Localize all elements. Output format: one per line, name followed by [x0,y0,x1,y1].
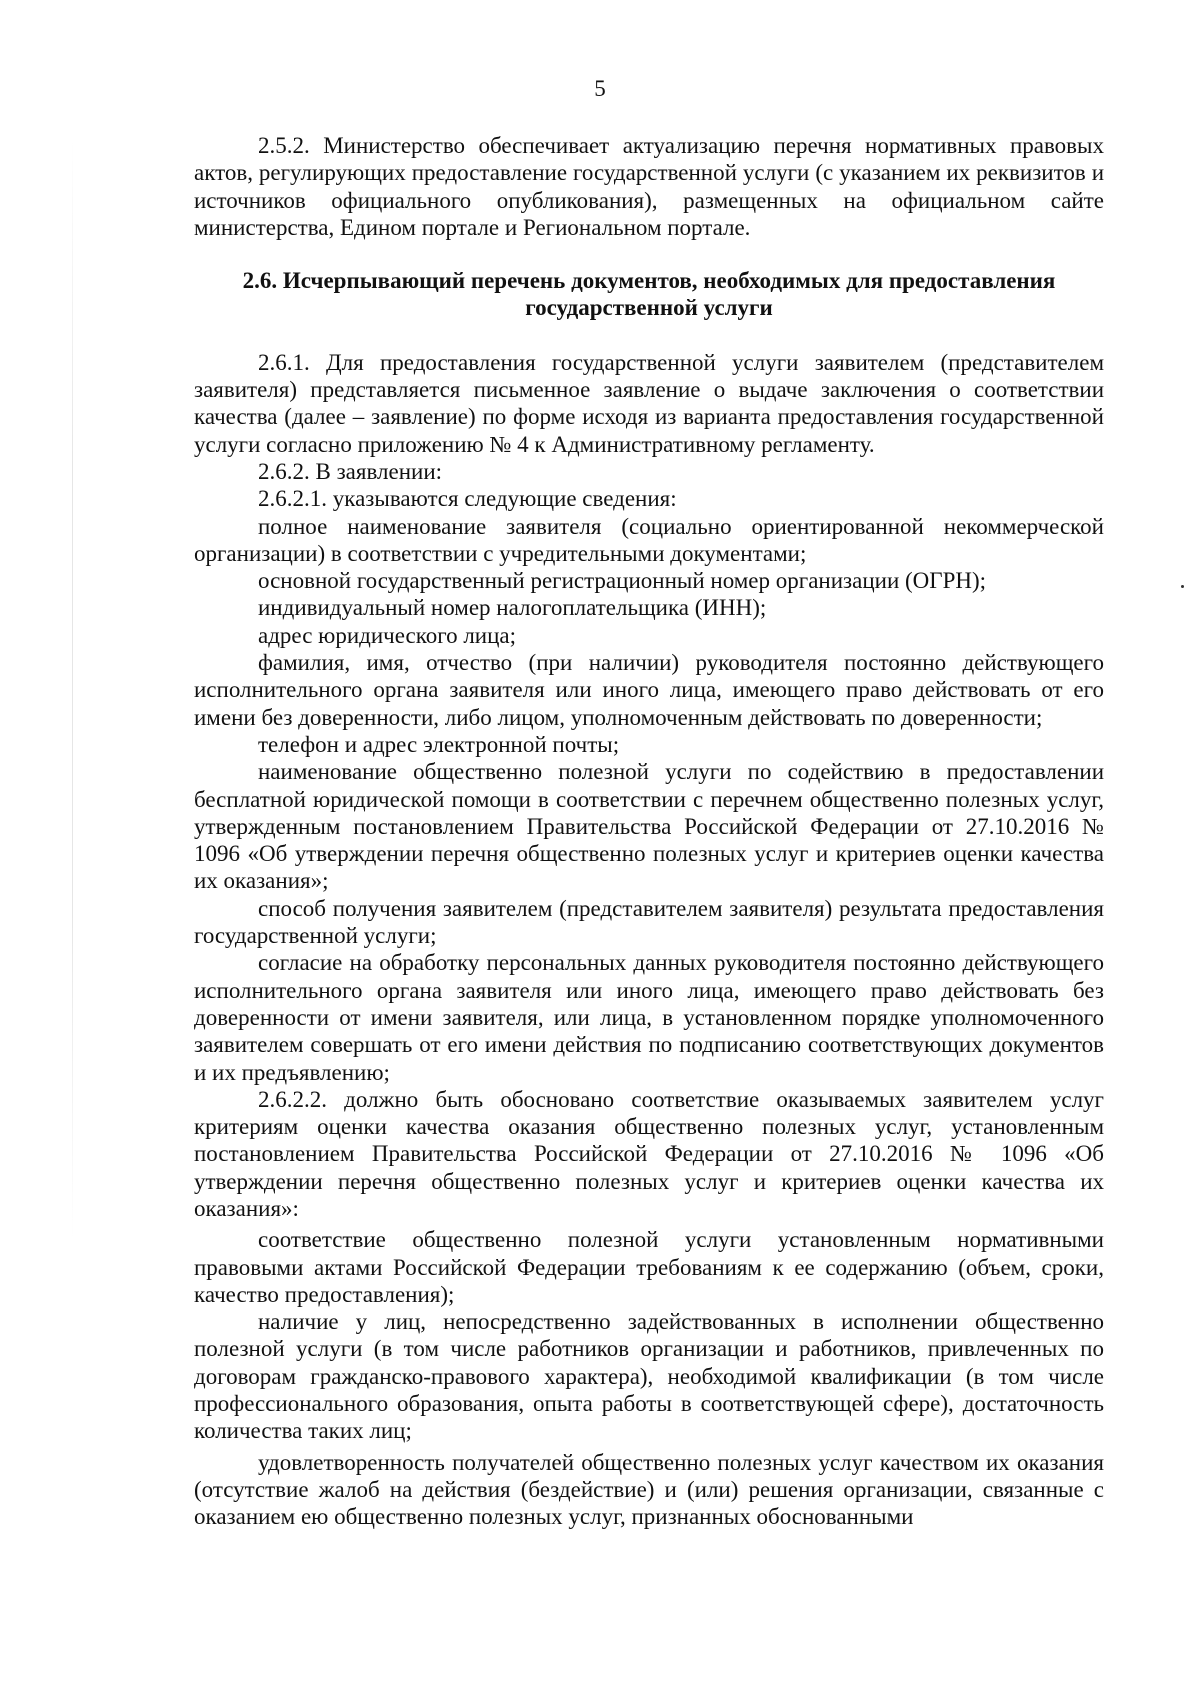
section-heading-line-1: 2.6. Исчерпывающий перечень документов, необходимых для предоставления [242,268,1056,294]
criterion-satisfaction: удовлетворенность получателей общественно полезных услуг качеством их оказания (отсутствие жалоб на действия (бездействие) и (или) решения организации, связанные с оказанием ею общественно полезных услуг, признанных обоснованными [194,1449,1104,1530]
scan-speck [1181,585,1184,588]
paragraph-2-5-2: 2.5.2. Министерство обеспечивает актуализацию перечня нормативных правовых актов, регулирующих предоставление государственной услуги (с указанием их реквизитов и источников официального опубликования), размещенных на официальном сайте министерства, Едином портале и Региональном портале. [194,133,1104,240]
list-item-ogrn: основной государственный регистрационный номер организации (ОГРН); [258,568,987,594]
scan-edge-shadow [72,140,73,1240]
paragraph-2-6-1: 2.6.1. Для предоставления государственной услуги заявителем (представителем заявителя) представляется письменное заявление о выдаче заключения о соответствии качества (далее – заявление) по форме исходя из варианта предоставления государственной услуги согласно приложению № 4 к Административному регламенту. [194,349,1104,457]
section-heading-line-2: государственной услуги [525,295,773,321]
list-item-result-method: способ получения заявителем (представителем заявителя) результата предоставления государственной услуги; [194,895,1104,949]
list-item-legal-address: адрес юридического лица; [258,622,517,648]
list-item-personal-data-consent: согласие на обработку персональных данных руководителя постоянно действующего исполнительного органа заявителя или иного лица, имеющего право действовать без доверенности от имени заявителя, или лица, в установленном порядке уполномоченного заявителем совершать от его имени действия по подписанию соответствующих документов и их предъявлению; [194,950,1104,1085]
paragraph-2-6-2-2: 2.6.2.2. должно быть обосновано соответствие оказываемых заявителем услуг критериям оценки качества оказания общественно полезных услуг, установленным постановлением Правительства Российской Федерации от 27.10.2016 № 1096 «Об утверждении перечня общественно полезных услуг и критериев оценки качества их оказания»: [194,1086,1104,1221]
list-item-full-name: полное наименование заявителя (социально ориентированной некоммерческой организации) в соответствии с учредительными документами; [194,513,1104,566]
list-item-phone-email: телефон и адрес электронной почты; [258,731,620,757]
paragraph-2-6-2: 2.6.2. В заявлении: [258,458,443,484]
list-item-head-name: фамилия, имя, отчество (при наличии) руководителя постоянно действующего исполнительного органа заявителя или иного лица, имеющего право действовать от его имени без доверенности, либо лицом, уполномоченным действовать по доверенности; [194,650,1104,730]
list-item-service-name: наименование общественно полезной услуги по содействию в предоставлении бесплатной юридической помощи в соответствии с перечнем общественно полезных услуг, утвержденным постановлением Правительства Российской Федерации от 27.10.2016 № 1096 «Об утверждении перечня общественно полезных услуг и критериев оценки качества их оказания»; [194,759,1104,894]
section-heading-2-6 [194,267,1104,322]
criterion-qualification: наличие у лиц, непосредственно задействованных в исполнении общественно полезной услуги (в том числе работников организации и работников, привлеченных по договорам гражданско-правового характера), необходимой квалификации (в том числе профессионального образования, опыта работы в соответствующей сфере), достаточность количества таких лиц; [194,1309,1104,1444]
page-number: 5 [594,76,606,101]
document-body [194,132,1104,1531]
list-item-inn: индивидуальный номер налогоплательщика (ИНН); [258,595,767,621]
criterion-compliance: соответствие общественно полезной услуги установленным нормативными правовыми актами Российской Федерации требованиям к ее содержанию (объем, сроки, качество предоставления); [194,1227,1104,1307]
paragraph-2-6-2-1: 2.6.2.1. указываются следующие сведения: [258,486,677,512]
